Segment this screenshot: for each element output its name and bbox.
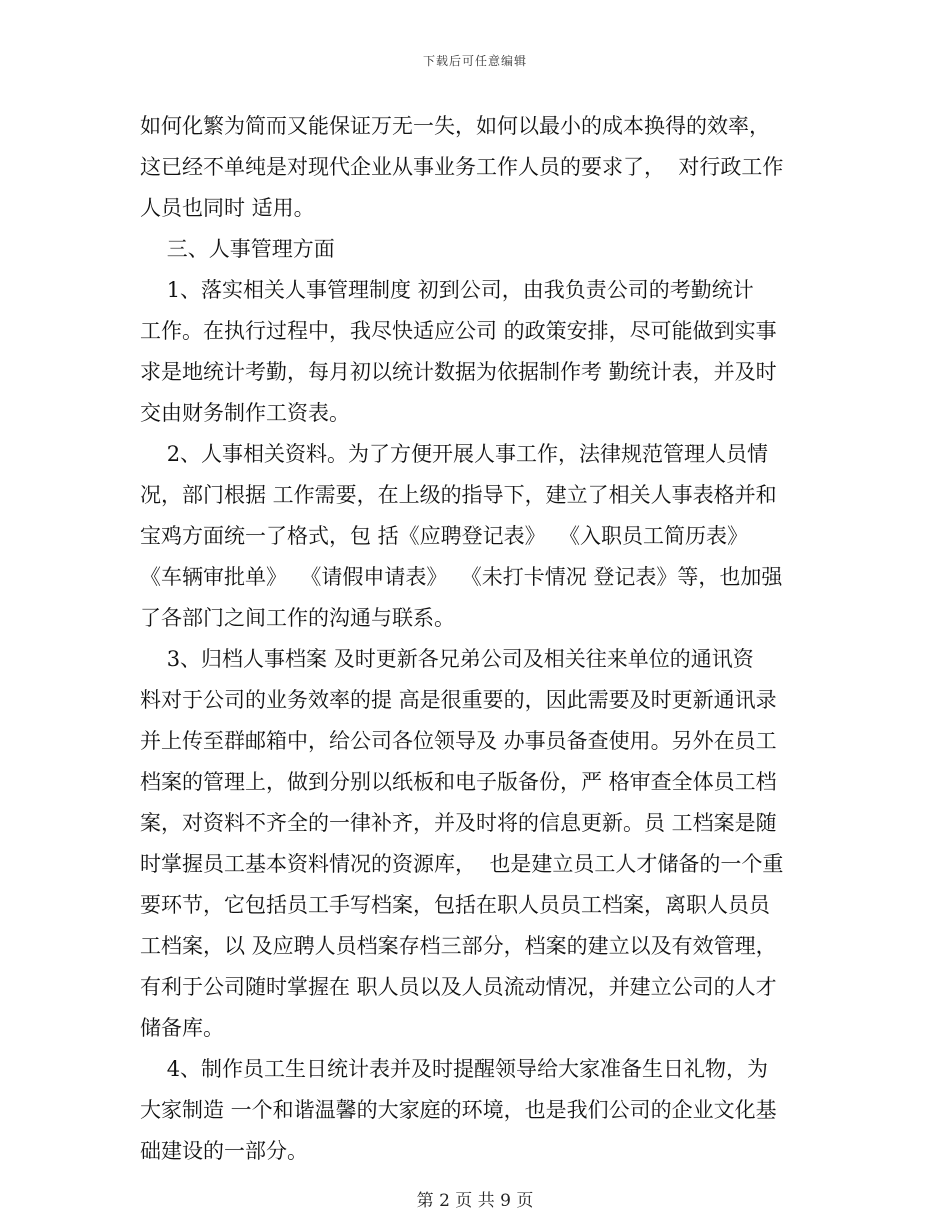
section-heading: 三、人事管理方面 xyxy=(140,237,335,261)
text-line: 案，对资料不齐全的一律补齐，并及时将的信息更新。员 工档案是随 xyxy=(140,811,777,835)
text-line: 大家制造 一个和谐温馨的大家庭的环境，也是我们公司的企业文化基 xyxy=(140,1098,777,1122)
text-line: 工作。在执行过程中，我尽快适应公司 的政策安排，尽可能做到实事 xyxy=(140,319,777,343)
text-line: 2、人事相关资料。为了方便开展人事工作，法律规范管理人员情 xyxy=(140,442,769,466)
text-line: 了各部门之间工作的沟通与联系。 xyxy=(140,606,455,630)
text-line: 料对于公司的业务效率的提 高是很重要的，因此需要及时更新通讯录 xyxy=(140,688,777,712)
text-line: 档案的管理上，做到分别以纸板和电子版备份，严 格审查全体员工档 xyxy=(140,770,777,794)
text-line: 础建设的一部分。 xyxy=(140,1139,308,1163)
text-line: 人员也同时 适用。 xyxy=(140,196,315,220)
text-line: 况，部门根据 工作需要，在上级的指导下，建立了相关人事表格并和 xyxy=(140,483,777,507)
text-line: 3、归档人事档案 及时更新各兄弟公司及相关往来单位的通讯资 xyxy=(140,647,754,671)
page-number: 第 2 页 共 9 页 xyxy=(416,1191,534,1211)
text-line: 时掌握员工基本资料情况的资源库， 也是建立员工人才储备的一个重 xyxy=(140,852,784,876)
text-line: 如何化繁为简而又能保证万无一失，如何以最小的成本换得的效率， xyxy=(140,114,770,138)
text-line: 工档案，以 及应聘人员档案存档三部分，档案的建立以及有效管理， xyxy=(140,934,777,958)
document-body xyxy=(140,106,812,1172)
text-line: 《车辆审批单》 《请假申请表》 《未打卡情况 登记表》等，也加强 xyxy=(140,565,783,589)
text-line: 并上传至群邮箱中，给公司各位领导及 办事员备查使用。另外在员工 xyxy=(140,729,777,753)
text-line: 4、制作员工生日统计表并及时提醒领导给大家准备生日礼物，为 xyxy=(140,1057,769,1081)
text-line: 要环节，它包括员工手写档案，包括在职人员员工档案，离职人员员 xyxy=(140,893,770,917)
text-line: 有利于公司随时掌握在 职人员以及人员流动情况，并建立公司的人才 xyxy=(140,975,777,999)
text-line: 交由财务制作工资表。 xyxy=(140,401,350,425)
text-line: 1、落实相关人事管理制度 初到公司，由我负责公司的考勤统计 xyxy=(140,278,754,302)
text-line: 求是地统计考勤，每月初以统计数据为依据制作考 勤统计表，并及时 xyxy=(140,360,777,384)
text-line: 宝鸡方面统一了格式，包 括《应聘登记表》 《入职员工简历表》 xyxy=(140,524,749,548)
page-header: 下载后可任意编辑 xyxy=(422,54,527,68)
text-line: 这已经不单纯是对现代企业从事业务工作人员的要求了， 对行政工作 xyxy=(140,155,784,179)
text-line: 储备库。 xyxy=(140,1016,224,1040)
